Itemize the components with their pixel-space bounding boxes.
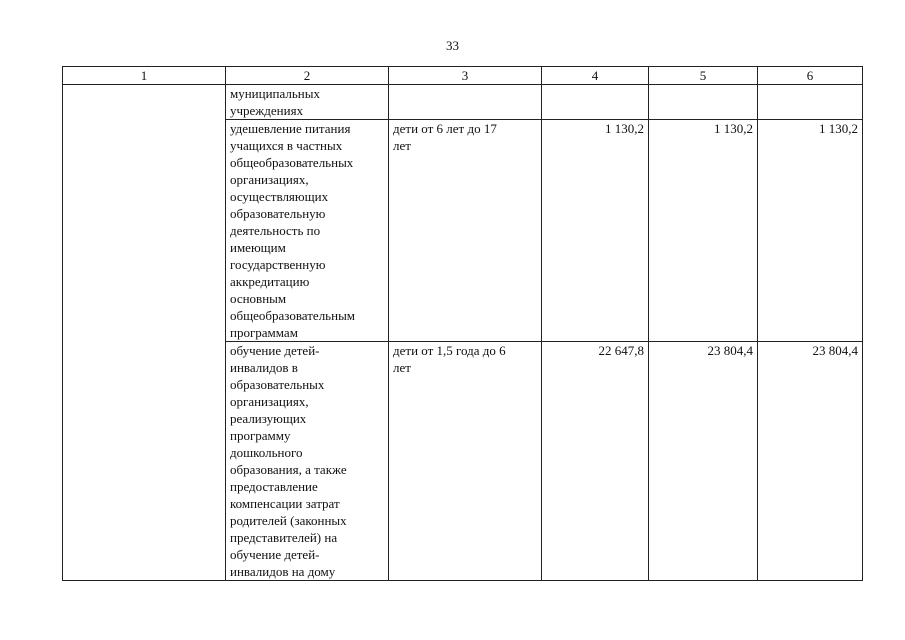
cell-value-5: 23 804,4 [649, 342, 758, 581]
col-header-5: 5 [649, 67, 758, 85]
cell-value-4: 1 130,2 [542, 120, 649, 342]
cell-description: удешевление питания учащихся в частных общеобразовательных организациях, осуществляющих образовательную деятельность по имеющим государственную аккредитацию основным общеобразовательным программам [226, 120, 389, 342]
cell-value-4: 22 647,8 [542, 342, 649, 581]
cell-category: дети от 1,5 года до 6 лет [389, 342, 542, 581]
cell-category [389, 85, 542, 120]
cell-value-6 [758, 85, 863, 120]
cell-description: муниципальных учреждениях [226, 85, 389, 120]
col-header-3: 3 [389, 67, 542, 85]
cell-value-6: 23 804,4 [758, 342, 863, 581]
data-table [62, 66, 863, 581]
cell-value-5: 1 130,2 [649, 120, 758, 342]
cell-value-4 [542, 85, 649, 120]
col-header-4: 4 [542, 67, 649, 85]
cell-value-6: 1 130,2 [758, 120, 863, 342]
page-number: 33 [446, 38, 459, 53]
col-header-1: 1 [63, 67, 226, 85]
cell-value-5 [649, 85, 758, 120]
col-header-2: 2 [226, 67, 389, 85]
cell-description: обучение детей- инвалидов в образовательных организациях, реализующих программу дошкольного образования, а также предоставление компенсации затрат родителей (законных представителей) на обучение детей- инвалидов на дому [226, 342, 389, 581]
header-row [63, 67, 863, 85]
table-row [63, 85, 863, 120]
col-header-6: 6 [758, 67, 863, 85]
cell-category: дети от 6 лет до 17 лет [389, 120, 542, 342]
cell-col1 [63, 85, 226, 581]
